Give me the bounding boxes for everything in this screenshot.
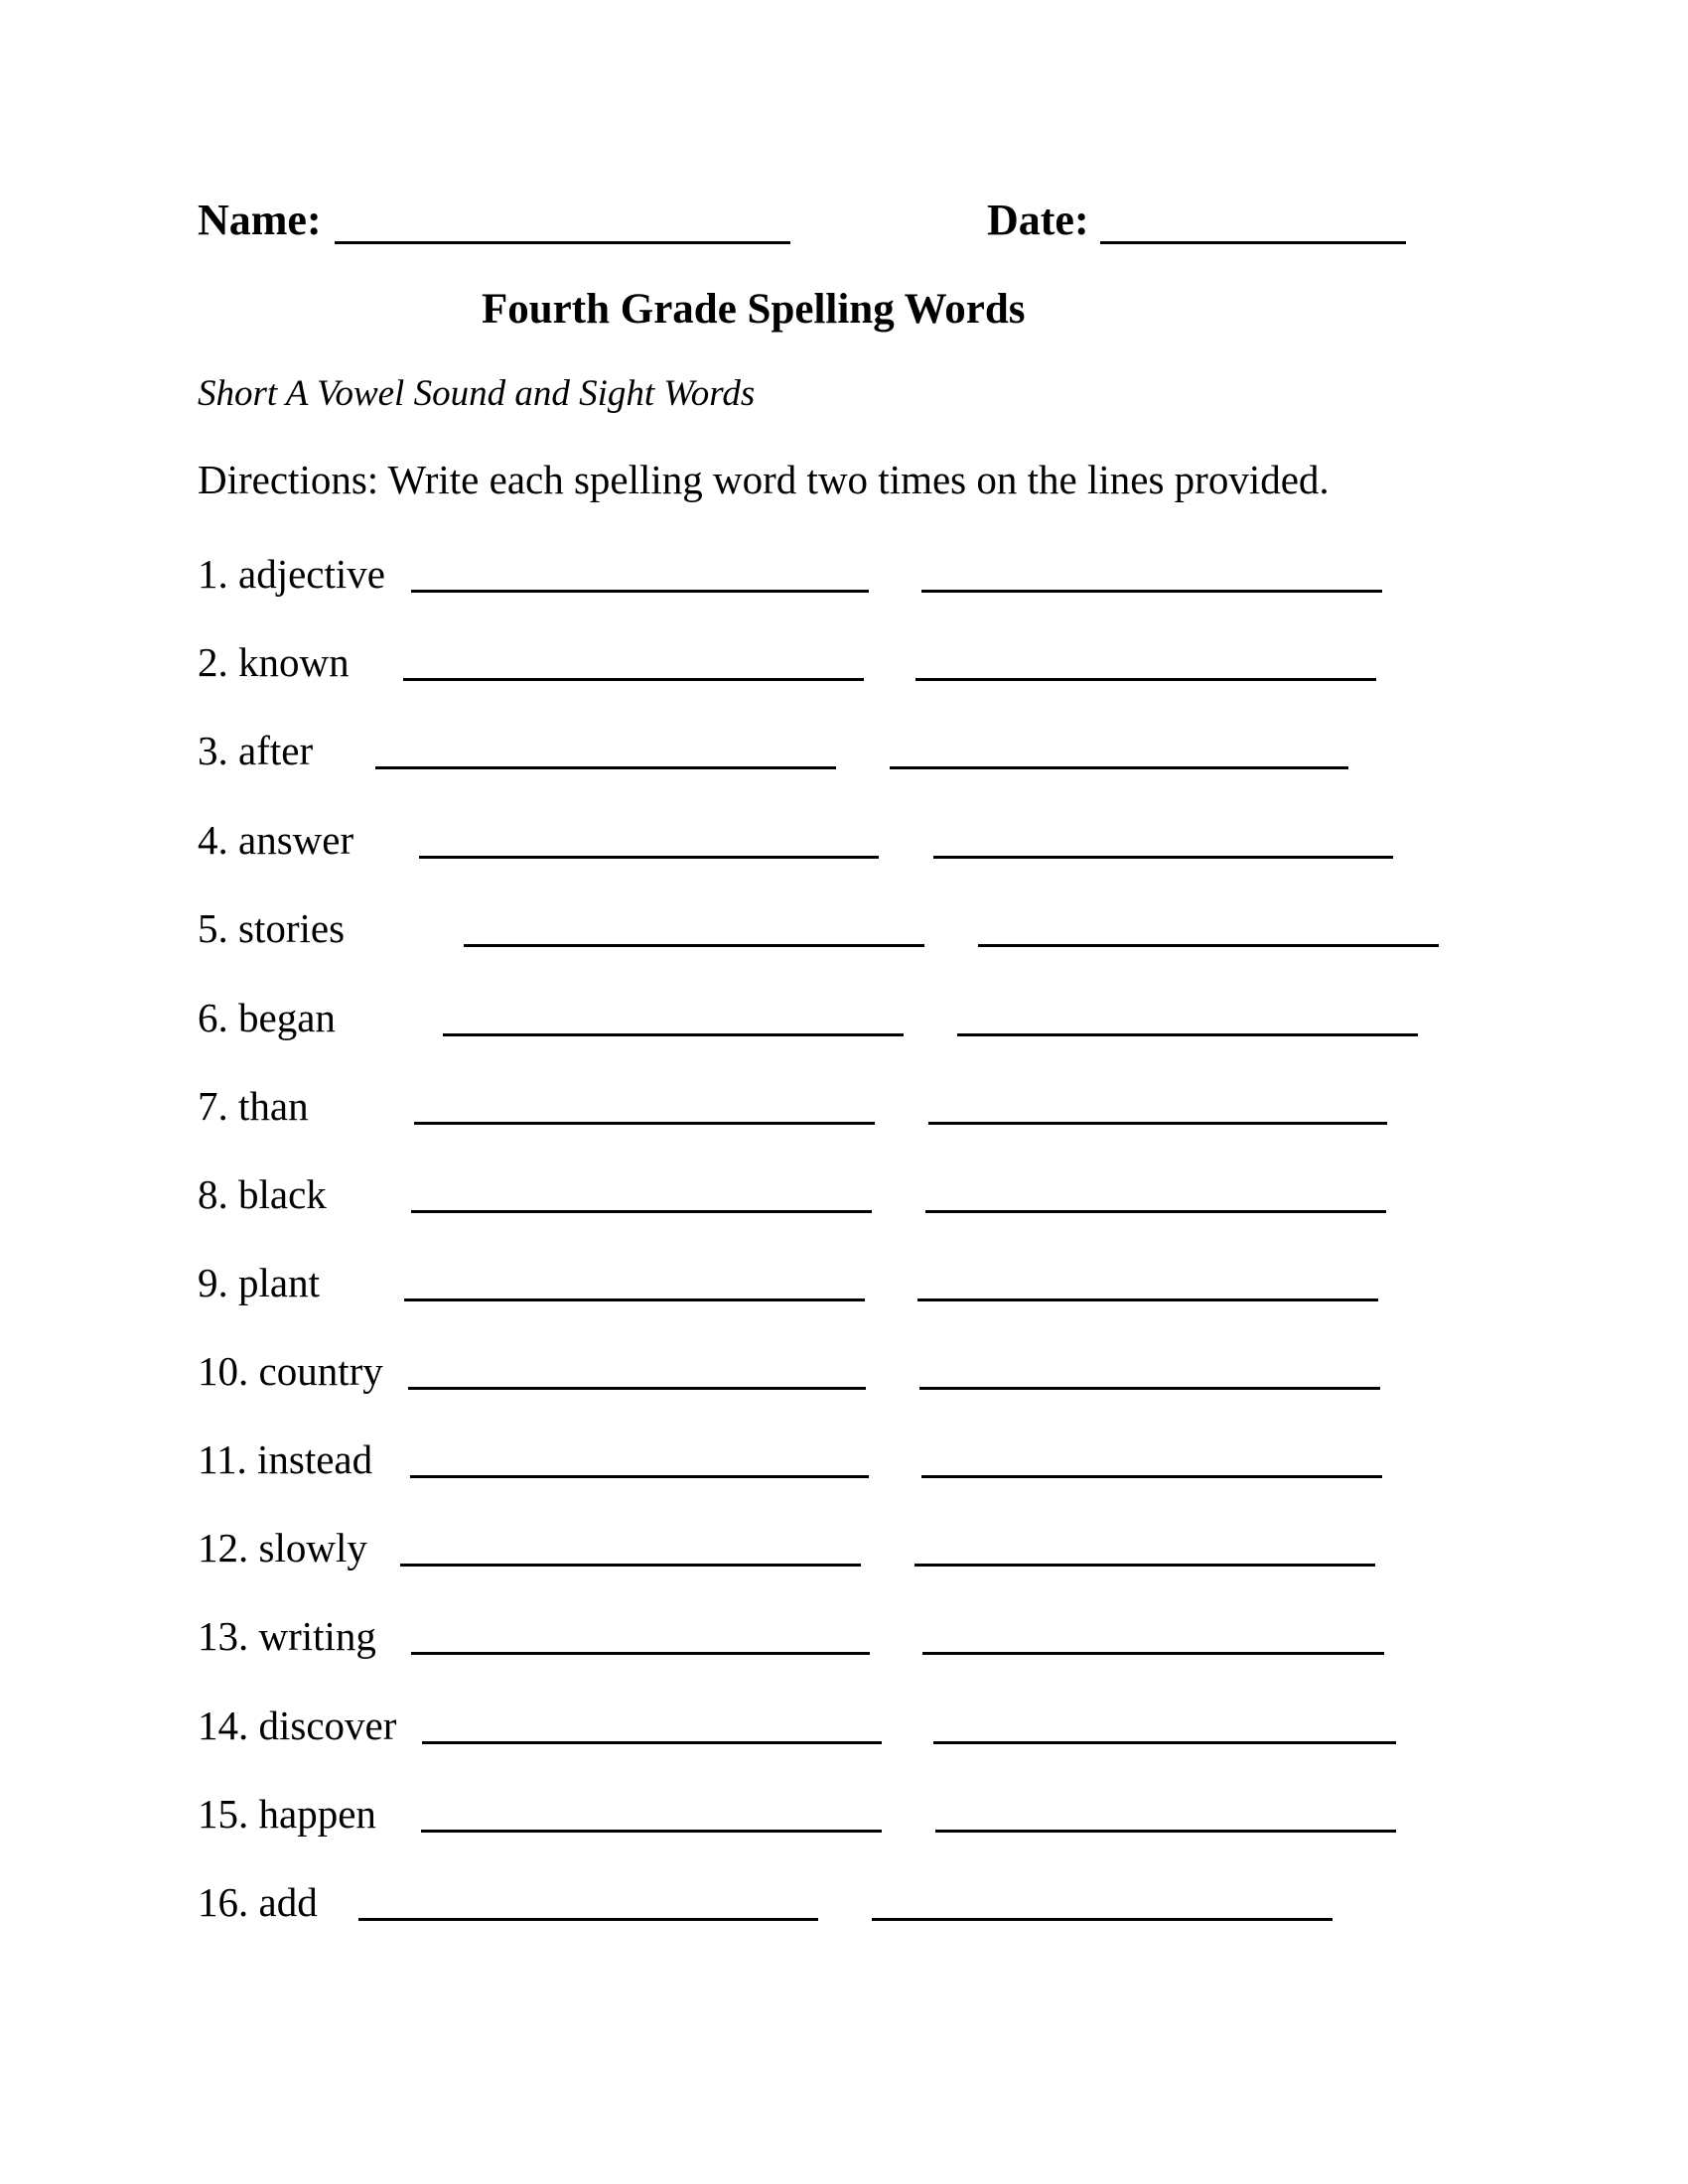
- write-line-2[interactable]: [914, 1564, 1375, 1567]
- write-line-1[interactable]: [411, 590, 869, 593]
- spelling-word: 14. discover: [198, 1703, 397, 1748]
- write-line-1[interactable]: [403, 678, 864, 681]
- spelling-word: 3. after: [198, 728, 314, 773]
- write-line-1[interactable]: [411, 1210, 872, 1213]
- spelling-word: 7. than: [198, 1083, 309, 1129]
- spelling-word: 15. happen: [198, 1791, 376, 1837]
- spelling-word: 1. adjective: [198, 551, 385, 597]
- spelling-word: 5. stories: [198, 905, 346, 951]
- write-line-2[interactable]: [925, 1210, 1386, 1213]
- write-line-1[interactable]: [358, 1918, 818, 1921]
- write-line-2[interactable]: [978, 944, 1439, 947]
- write-line-1[interactable]: [464, 944, 924, 947]
- write-line-1[interactable]: [443, 1033, 904, 1036]
- write-line-2[interactable]: [919, 1387, 1380, 1390]
- spelling-word: 12. slowly: [198, 1525, 367, 1570]
- spelling-word: 8. black: [198, 1171, 327, 1217]
- write-line-2[interactable]: [915, 678, 1376, 681]
- spelling-word: 11. instead: [198, 1436, 373, 1482]
- write-line-2[interactable]: [922, 1652, 1384, 1655]
- write-line-2[interactable]: [935, 1830, 1396, 1833]
- write-line-2[interactable]: [928, 1122, 1387, 1125]
- write-line-1[interactable]: [422, 1741, 882, 1744]
- write-line-1[interactable]: [421, 1830, 882, 1833]
- date-label: Date:: [987, 196, 1089, 244]
- write-line-1[interactable]: [411, 1652, 870, 1655]
- spelling-word: 10. country: [198, 1348, 383, 1394]
- write-line-1[interactable]: [404, 1298, 865, 1301]
- spelling-word: 13. writing: [198, 1613, 376, 1659]
- spelling-word: 4. answer: [198, 817, 354, 863]
- write-line-1[interactable]: [419, 856, 879, 859]
- write-line-1[interactable]: [408, 1387, 866, 1390]
- page-title: Fourth Grade Spelling Words: [482, 286, 1026, 333]
- name-field[interactable]: [335, 241, 790, 244]
- spelling-word: 9. plant: [198, 1260, 320, 1305]
- spelling-word: 6. began: [198, 995, 336, 1040]
- spelling-word: 2. known: [198, 639, 350, 685]
- write-line-2[interactable]: [917, 1298, 1378, 1301]
- spelling-word: 16. add: [198, 1879, 318, 1925]
- write-line-1[interactable]: [400, 1564, 861, 1567]
- write-line-1[interactable]: [414, 1122, 875, 1125]
- name-label: Name:: [198, 196, 322, 244]
- write-line-1[interactable]: [375, 766, 836, 769]
- write-line-1[interactable]: [410, 1475, 869, 1478]
- write-line-2[interactable]: [872, 1918, 1333, 1921]
- write-line-2[interactable]: [921, 590, 1382, 593]
- write-line-2[interactable]: [890, 766, 1348, 769]
- subtitle: Short A Vowel Sound and Sight Words: [198, 373, 756, 414]
- date-field[interactable]: [1100, 241, 1406, 244]
- write-line-2[interactable]: [933, 1741, 1396, 1744]
- write-line-2[interactable]: [933, 856, 1393, 859]
- write-line-2[interactable]: [957, 1033, 1418, 1036]
- directions: Directions: Write each spelling word two times on the lines provided.: [198, 457, 1330, 502]
- write-line-2[interactable]: [921, 1475, 1382, 1478]
